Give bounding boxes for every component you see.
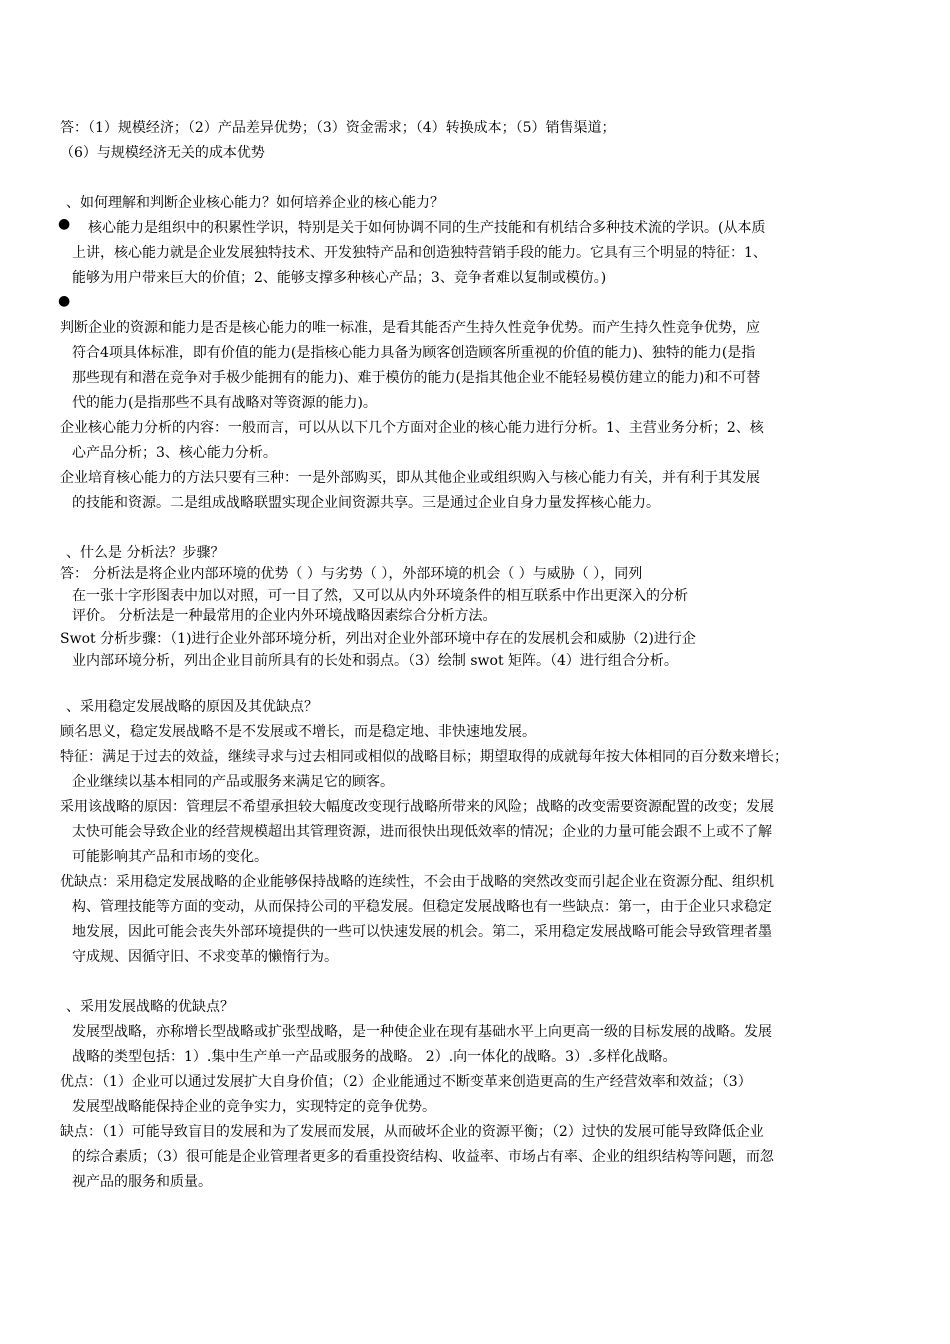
text-line: 能够为用户带来巨大的价值；2、能够支撑多种核心产品；3、竞争者难以复制或模仿。)	[72, 270, 607, 286]
text-line: （6）与规模经济无关的成本优势	[60, 145, 265, 161]
text-line: 代的能力(是指那些不具有战略对等资源的能力)。	[72, 395, 377, 411]
text-line: 答：（1）规模经济；（2）产品差异优势；（3）资金需求；（4）转换成本；（5）销售渠道；	[60, 120, 616, 136]
section-heading: 、如何理解和判断企业核心能力？如何培养企业的核心能力？	[66, 195, 444, 211]
text-line: 地发展，因此可能会丧失外部环境提供的一些可以快速发展的机会。第二，采用稳定发展战略可能会导致管理者墨	[72, 924, 772, 940]
section-heading: 、采用发展战略的优缺点？	[66, 999, 234, 1015]
text-line: 那些现有和潜在竞争对手极少能拥有的能力)、难于模仿的能力(是指其他企业不能轻易模仿建立的能力)和不可替	[72, 370, 761, 386]
text-line: 优点：（1）企业可以通过发展扩大自身价值；（2）企业能通过不断变革来创造更高的生产经营效率和效益；（3）	[60, 1074, 752, 1090]
text-line: 优缺点：采用稳定发展战略的企业能够保持战略的连续性，不会由于战略的突然改变而引起企业在资源分配、组织机	[60, 874, 774, 890]
text-line: 顾名思义，稳定发展战略不是不发展或不增长，而是稳定地、非快速地发展。	[60, 724, 536, 740]
text-line: 核心能力是组织中的积累性学识，特别是关于如何协调不同的生产技能和有机结合多种技术流的学识。(从本质	[88, 220, 766, 236]
text-line: 战略的类型包括：1）.集中生产单一产品或服务的战略。 2）.向一体化的战略。3）.多样化战略。	[72, 1049, 677, 1065]
text-line: 评价。 分析法是一种最常用的企业内外环境战略因素综合分析方法。	[72, 608, 497, 624]
text-line: 守成规、因循守旧、不求变革的懒惰行为。	[72, 949, 338, 965]
text-line: 采用该战略的原因：管理层不希望承担较大幅度改变现行战略所带来的风险；战略的改变需要资源配置的改变；发展	[60, 799, 774, 815]
text-line: 符合4项具体标准，即有价值的能力(是指核心能力具备为顾客创造顾客所重视的价值的能力)、独特的能力(是指	[72, 345, 756, 361]
text-line: 上讲，核心能力就是企业发展独特技术、开发独特产品和创造独特营销手段的能力。它具有三个明显的特征：1、	[72, 245, 767, 261]
text-line: 的综合素质；（3）很可能是企业管理者更多的看重投资结构、收益率、市场占有率、企业的组织结构等问题，而忽	[72, 1149, 774, 1165]
text-line: 企业培育核心能力的方法只要有三种：一是外部购买，即从其他企业或组织购入与核心能力有关，并有利于其发展	[60, 470, 760, 486]
text-line: 业内部环境分析，列出企业目前所具有的长处和弱点。（3）绘制 swot 矩阵。（4）进行组合分析。	[72, 653, 678, 669]
text-line: 构、管理技能等方面的变动，从而保持公司的平稳发展。但稳定发展战略也有一些缺点：第一，由于企业只求稳定	[72, 899, 772, 915]
text-line: 缺点：（1）可能导致盲目的发展和为了发展而发展，从而破坏企业的资源平衡；（2）过快的发展可能导致降低企业	[60, 1124, 764, 1140]
section-heading: 、什么是 分析法？步骤？	[66, 545, 225, 561]
text-line: 特征：满足于过去的效益，继续寻求与过去相同或相似的战略目标；期望取得的成就每年按大体相同的百分数来增长；	[60, 749, 788, 765]
text-line: 企业核心能力分析的内容：一般而言，可以从以下几个方面对企业的核心能力进行分析。1、主营业务分析；2、核	[60, 420, 764, 436]
text-line: 发展型战略，亦称增长型战略或扩张型战略，是一种使企业在现有基础水平上向更高一级的目标发展的战略。发展	[72, 1024, 772, 1040]
text-line: 太快可能会导致企业的经营规模超出其管理资源，进而很快出现低效率的情况；企业的力量可能会跟不上或不了解	[72, 824, 772, 840]
text-line: 答： 分析法是将企业内部环境的优势（ ）与劣势（ ），外部环境的机会（ ）与威胁（ ），同列	[60, 566, 643, 582]
section-heading: 、采用稳定发展战略的原因及其优缺点？	[66, 699, 318, 715]
text-line: 发展型战略能保持企业的竞争实力，实现特定的竞争优势。	[72, 1099, 436, 1115]
bullet-icon: ●	[58, 293, 71, 309]
text-line: 视产品的服务和质量。	[72, 1174, 212, 1190]
text-line: 在一张十字形图表中加以对照，可一目了然，又可以从内外环境条件的相互联系中作出更深入的分析	[72, 588, 688, 604]
text-line: 的技能和资源。二是组成战略联盟实现企业间资源共享。三是通过企业自身力量发挥核心能力。	[72, 495, 660, 511]
text-line: 判断企业的资源和能力是否是核心能力的唯一标准，是看其能否产生持久性竞争优势。而产生持久性竞争优势，应	[60, 320, 760, 336]
bullet-icon: ●	[58, 216, 71, 232]
text-line: 企业继续以基本相同的产品或服务来满足它的顾客。	[72, 774, 394, 790]
text-line: 可能影响其产品和市场的变化。	[72, 849, 268, 865]
text-line: 心产品分析；3、核心能力分析。	[72, 445, 277, 461]
text-line: Swot 分析步骤：（1)进行企业外部环境分析，列出对企业外部环境中存在的发展机会和威胁（2)进行企	[60, 631, 696, 647]
